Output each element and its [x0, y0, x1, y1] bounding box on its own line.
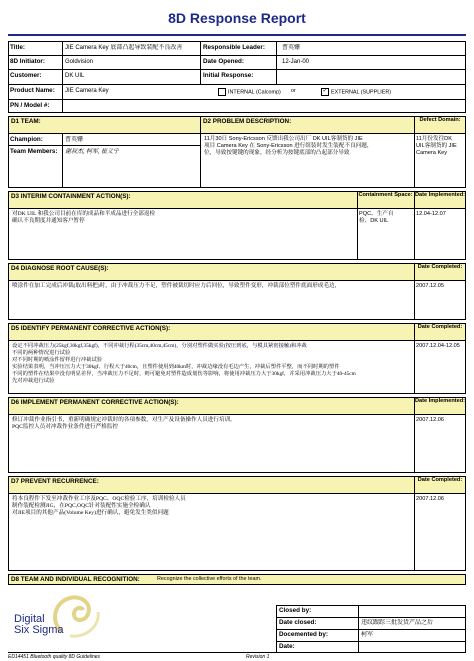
containment-space-label: Containment Space: — [358, 192, 413, 198]
team-members-label: Team Members: — [10, 148, 58, 155]
closing-divider — [358, 605, 359, 653]
d2-domain-line: Camera Key — [416, 150, 448, 157]
d5-line: 对不同时期的喷涂件留样进行冲裁试验 — [12, 357, 103, 363]
d4-label: D4 DIAGNOSE ROOT CAUSE(S): — [11, 265, 109, 272]
d3-label: D3 INTERIM CONTAINMENT ACTION(S): — [11, 193, 131, 200]
d6-line: 修订冲裁作业指引书，重新明确规定冲裁时的各项参数，对生产及设备操作人员进行培训。 — [12, 417, 236, 423]
header-divider — [200, 41, 201, 84]
d5-line: 先对冲裁进行试验 — [12, 378, 55, 384]
d3-line: 确认不良期度并通知客户暂停 — [12, 218, 85, 225]
d2-line: 项目 Camera Key 在 Sony-Ericsson 进行组装时发生装配不良问题， — [204, 143, 373, 150]
d5-line: 不同的塑件在结果中没有明显差异，当冲裁压力不足时，则可避免对塑件造成划伤等影响，将使用冲裁压力大于30kgf，并采用冲裁压力大于40-45cm — [12, 371, 356, 377]
header-divider — [8, 55, 466, 56]
d8-label: D8 TEAM AND INDIVIDUAL RECOGNITION: — [11, 576, 140, 583]
title-value: JIE Camera Key 底部凸起导致装配不良改善 — [65, 45, 183, 51]
d8-text: Recognize the collective efforts of the team. — [157, 576, 262, 582]
customer-value: DK UIL — [65, 73, 85, 79]
pn-label: PN / Model #: — [10, 102, 50, 109]
d4-root-cause — [8, 281, 414, 319]
d2-domain-line: 11月份发往DK — [416, 136, 452, 142]
closed-by-label: Closed by: — [279, 607, 312, 614]
d4-date-value: 2007.12.05 — [416, 283, 444, 289]
responsible-leader-label: Responsible Leader: — [203, 44, 265, 51]
d3-space — [357, 209, 414, 259]
d2-domain-line: UIL客制货的 JIE — [416, 143, 457, 150]
d6-line: PQC监控人员对冲裁作业条件进行严格监控 — [12, 424, 118, 431]
d7-line: 对JIE项目的其他产品(Volume Key)进行确认，避免发生类似问题 — [12, 510, 169, 517]
date-opened-value: 12-Jan-00 — [282, 59, 310, 65]
closing-divider — [276, 629, 466, 630]
d1-divider — [8, 145, 200, 146]
d6-actions — [8, 415, 414, 472]
internal-checkbox[interactable] — [218, 88, 226, 96]
d6-label: D6 IMPLEMENT PERMANENT CORRECTIVE ACTION(S): — [11, 399, 179, 406]
d3-space-line: 检、DK UIL — [359, 218, 389, 225]
d5-line: 不同的两种情况进行试验 — [12, 350, 71, 356]
header-divider — [8, 69, 466, 70]
header-divider — [276, 41, 277, 84]
header-divider — [62, 41, 63, 113]
d3-date-value: 12.04-12.07 — [416, 211, 446, 217]
header-divider — [8, 99, 466, 100]
footer-right: Revision 1 — [246, 654, 270, 660]
d3-actions — [8, 209, 357, 259]
report-title: 8D Response Report — [168, 10, 306, 26]
initiator-label: 8D Initiator: — [10, 58, 45, 65]
documented-by-value: 柯军 — [361, 632, 374, 638]
initiator-value: Goldvision — [65, 59, 94, 65]
d7-line: 将本良程件下发至冲裁作业工序及PQC、OQC检验工序，培训检验人员 — [12, 496, 186, 502]
d3-space-line: PQC、生产自 — [359, 211, 394, 217]
date-label: Date: — [279, 643, 295, 650]
date-closed-value: 违纹跟踪三批发货产品之后 — [361, 620, 434, 626]
d5-line: 设定不同冲裁压力(25kgf,30kgf,35kgf)，不同冲裁行程(35cm,40cm,45cm)，分别对塑件做实验(按压到底，与模具紧密接触)和冲裁 — [12, 343, 307, 349]
d5-line: 实验结果表明，当冲压压力大于30kgf、行程大于40cm，且塑件使用到40km时，冲裁边缘没有毛边产生，冲裁后塑件平整，而不同时期的塑件 — [12, 364, 340, 370]
external-option[interactable] — [321, 88, 391, 96]
d5-label: D5 IDENTIFY PERMANENT CORRECTIVE ACTION(S): — [11, 325, 171, 332]
internal-option[interactable] — [218, 88, 281, 96]
responsible-leader-value: 曹英姗 — [282, 45, 301, 51]
d5-actions — [8, 341, 414, 393]
d2-line: 位，导致按键键的现象，经分析为按键底部的凸起部分导致 — [204, 150, 350, 157]
external-label: EXTERNAL (SUPPLIER) — [331, 89, 392, 96]
d1-divider — [62, 133, 63, 188]
product-name-value: JIE Camera Key — [65, 88, 109, 94]
d2-description — [200, 134, 414, 187]
date-opened-label: Date Opened: — [203, 58, 244, 65]
d5-date-value: 2007.12.04-12.05 — [416, 343, 460, 349]
team-members-value: 谢叔杰, 柯军, 崔义宁 — [65, 149, 120, 155]
d7-label: D7 PREVENT RECURRENCE: — [11, 478, 99, 485]
internal-label: INTERNAL (Calcomp) — [228, 89, 281, 96]
header-divider — [8, 84, 466, 85]
champion-label: Champion: — [10, 136, 43, 143]
footer-rule — [8, 652, 466, 653]
d2-label: D2 PROBLEM DESCRIPTION: — [203, 118, 292, 125]
d4-line: 喷涂件在加工完成后冲裁(取出料把)时，由于冲裁压力不足，塑件被裁切时应力后回位，导致塑件变形，冲裁部位塑件底面形成毛边， — [12, 283, 341, 289]
d3-line: 对DK UIL 和我公司目前在库的成品和半成品进行全部返检 — [12, 211, 156, 217]
title-rule — [8, 34, 466, 36]
closing-divider — [276, 617, 466, 618]
documented-by-label: Docemented by: — [279, 631, 328, 638]
d5-date-label: Date Completed: — [417, 324, 463, 330]
d6-date-label: Date Implemented: — [414, 398, 466, 404]
closing-divider — [276, 641, 466, 642]
title-label: Title: — [10, 44, 25, 51]
or-label: or — [291, 88, 296, 94]
defect-domain-label: Defect Domain: — [419, 117, 461, 123]
external-checkbox[interactable]: ✓ — [322, 88, 328, 94]
date-closed-label: Date closed: — [279, 619, 317, 626]
d3-date-label: Date Implemented: — [414, 192, 466, 198]
d6-date-value: 2007.12.06 — [416, 417, 444, 423]
d7-line: 制作装配检测JIG，在PQC,OQC针对装配性实施全检确认 — [12, 503, 151, 510]
logo-digital: Digital — [14, 613, 45, 625]
d2-domain — [414, 134, 466, 187]
d7-date-value: 2007.12.06 — [416, 496, 444, 502]
d2-line: 11月30日 Sony-Ericsson 反馈出我公司出厂 DK UIL客制货的 JIE — [204, 136, 363, 142]
product-name-label: Product Name: — [10, 87, 55, 94]
initial-response-label: Initial Response: — [203, 72, 254, 79]
d1-label: D1 TEAM: — [11, 118, 41, 125]
champion-value: 曹英姗 — [65, 137, 84, 143]
d4-date-label: Date Completed: — [417, 264, 463, 270]
d7-actions — [8, 494, 414, 570]
logo-six-sigma: Six Sigma — [14, 624, 64, 636]
customer-label: Customer: — [10, 72, 42, 79]
d7-date-label: Date Completed: — [417, 477, 463, 483]
footer-left: ED14451 Bluetooth quality 8D Guidelines — [8, 654, 101, 660]
